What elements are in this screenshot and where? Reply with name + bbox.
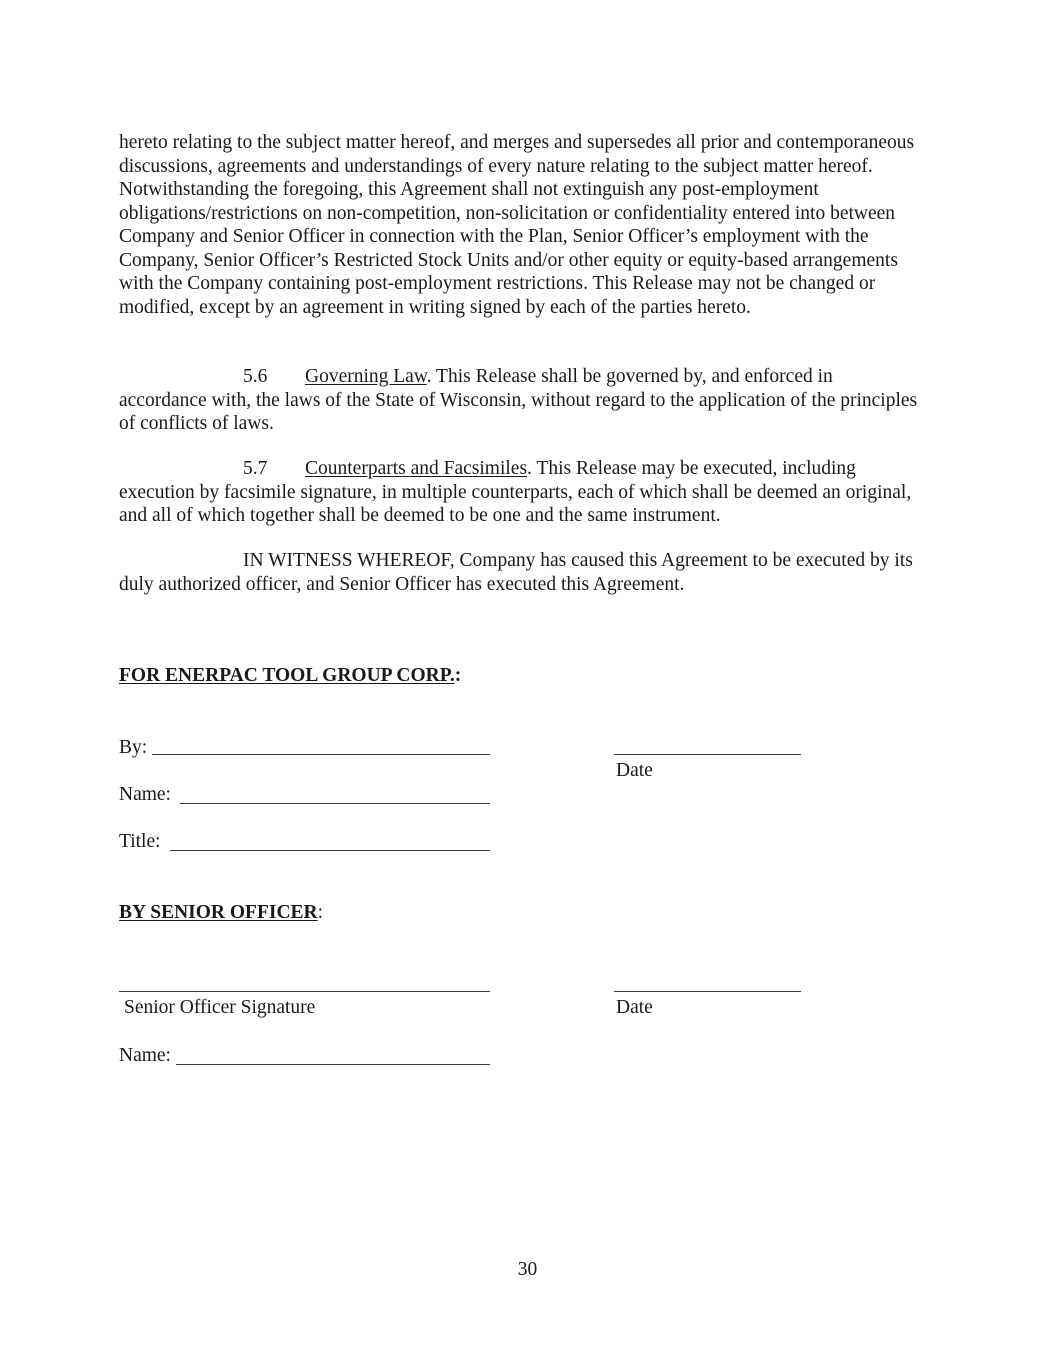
officer-name-line[interactable] [176, 1064, 490, 1065]
paragraph-continuation: hereto relating to the subject matter hereof, and merges and supersedes all prior and contemporaneous discussions, agreements and understandings of every nature relating to the subject matter hereof. Notwithstanding the foregoing, this Agreement shall not extinguish any post-employment obligations/restrictions on non-competition, non-solicitation or confidentiality entered into between Company and Senior Officer in connection with the Plan, Senior Officer’s employment with the Company, Senior Officer’s Restricted Stock Units and/or other equity or equity-based arrangements with the Company containing post-employment restrictions. This Release may not be changed or modified, except by an agreement in writing signed by each of the parties hereto. [119, 132, 915, 318]
witness-paragraph [119, 549, 919, 596]
section-5-6 [119, 365, 919, 436]
company-date-line[interactable] [614, 754, 801, 755]
section-text: . This Release shall be governed by, and enforced in accordance with, the laws of the State of Wisconsin, without regard to the application of the principles of conflicts of laws. [119, 366, 918, 434]
title-line[interactable] [170, 850, 490, 851]
officer-heading-text: BY SENIOR OFFICER [119, 902, 318, 923]
company-date-label: Date [616, 760, 653, 781]
section-number: 5.7 [243, 458, 268, 479]
officer-date-label: Date [616, 997, 653, 1018]
officer-name-label: Name: [119, 1045, 171, 1066]
officer-signature-label: Senior Officer Signature [124, 997, 316, 1018]
company-name-line[interactable] [180, 803, 490, 804]
page-number: 30 [517, 1259, 538, 1280]
section-title: Governing Law [305, 366, 427, 387]
officer-signature-line[interactable] [119, 991, 490, 992]
section-5-7 [119, 457, 919, 528]
officer-heading-suffix: : [317, 902, 324, 923]
company-name-label: Name: [119, 784, 171, 805]
officer-date-line[interactable] [614, 991, 801, 992]
title-label: Title: [119, 831, 161, 852]
section-text: . This Release may be executed, including execution by facsimile signature, in multiple counterparts, each of which shall be deemed an original, and all of which together shall be deemed to be one and the same instrument. [119, 458, 912, 526]
witness-text: IN WITNESS WHEREOF, Company has caused this Agreement to be executed by its duly authorized officer, and Senior Officer has executed this Agreement. [119, 550, 913, 595]
officer-block-heading [119, 902, 323, 924]
section-title: Counterparts and Facsimiles [305, 458, 528, 479]
company-heading-text: FOR ENERPAC TOOL GROUP CORP. [119, 665, 455, 686]
section-number: 5.6 [243, 366, 268, 387]
by-label: By: [119, 737, 148, 758]
company-heading-suffix: : [454, 665, 462, 686]
by-signature-line[interactable] [152, 754, 490, 755]
company-block-heading [119, 665, 461, 687]
